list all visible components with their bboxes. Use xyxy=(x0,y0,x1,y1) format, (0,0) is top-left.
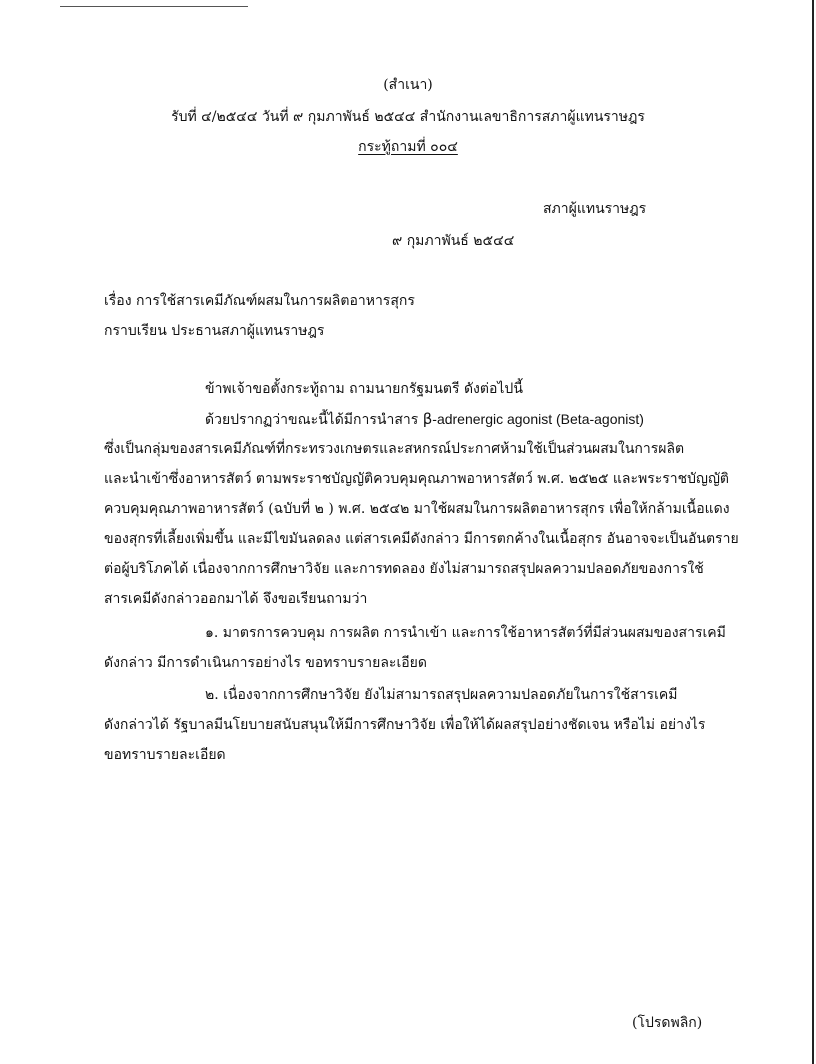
question-1-first-line: ๑. มาตรการควบคุม การผลิต การนำเข้า และการใช้อาหารสัตว์ที่มีส่วนผสมของสารเคมี xyxy=(205,625,726,641)
intro-line: ข้าพเจ้าขอตั้งกระทู้ถาม ถามนายกรัฐมนตรี ดังต่อไปนี้ xyxy=(205,381,523,397)
scan-edge-top xyxy=(60,6,248,7)
turn-over-note: (โปรดพลิก) xyxy=(632,1015,703,1031)
origin-office: สภาผู้แทนราษฎร xyxy=(543,201,647,217)
paragraph-line: สารเคมีดังกล่าวออกมาได้ จึงขอเรียนถามว่า xyxy=(104,591,368,607)
paragraph-line: ของสุกรที่เลี้ยงเพิ่มขึ้น และมีไขมันลดลง แต่สารเคมีดังกล่าว มีการตกค้างในเนื้อสุกร อันอาจจะเป็นอันตราย xyxy=(104,531,739,547)
salutation-line: กราบเรียน ประธานสภาผู้แทนราษฎร xyxy=(104,323,325,339)
origin-date: ๙ กุมภาพันธ์ ๒๕๔๔ xyxy=(392,233,515,249)
paragraph-lead-text: ด้วยปรากฏว่าขณะนี้ได้มีการนำสาร xyxy=(205,412,419,428)
question-number-wrap xyxy=(0,138,816,156)
beta-symbol: β xyxy=(422,410,433,428)
paragraph-line: ควบคุมคุณภาพอาหารสัตว์ (ฉบับที่ ๒ ) พ.ศ. ๒๕๔๒ มาใช้ผสมในการผลิตอาหารสุกร เพื่อให้กล้ามเนื้อแดง xyxy=(104,501,730,517)
copy-mark: (สำเนา) xyxy=(383,77,433,93)
paragraph-line: และนำเข้าซึ่งอาหารสัตว์ ตามพระราชบัญญัติควบคุมคุณภาพอาหารสัตว์ พ.ศ. ๒๕๒๕ และพระราชบัญญัติ xyxy=(104,471,729,487)
paragraph-lead-line xyxy=(205,410,644,429)
subject-line: เรื่อง การใช้สารเคมีภัณฑ์ผสมในการผลิตอาหารสุกร xyxy=(104,293,415,309)
question-2-first-line: ๒. เนื่องจากการศึกษาวิจัย ยังไม่สามารถสรุปผลความปลอดภัยในการใช้สารเคมี xyxy=(205,687,678,703)
received-line: รับที่ ๔/๒๕๔๔ วันที่ ๙ กุมภาพันธ์ ๒๕๔๔ สำนักงานเลขาธิการสภาผู้แทนราษฎร xyxy=(171,109,645,125)
question-number: กระทู้ถามที่ ๐๐๔ xyxy=(358,139,458,155)
paragraph-lead-tail: -adrenergic agonist (Beta-agonist) xyxy=(432,411,644,427)
paragraph-line: ต่อผู้บริโภคได้ เนื่องจากการศึกษาวิจัย และการทดลอง ยังไม่สามารถสรุปผลความปลอดภัยของการใช้ xyxy=(104,561,704,577)
question-1-second-line: ดังกล่าว มีการดำเนินการอย่างไร ขอทราบรายละเอียด xyxy=(104,655,427,671)
paragraph-line: ซึ่งเป็นกลุ่มของสารเคมีภัณฑ์ที่กระทรวงเกษตรและสหกรณ์ประกาศห้ามใช้เป็นส่วนผสมในการผลิต xyxy=(104,441,685,457)
question-2-third-line: ขอทราบรายละเอียด xyxy=(104,747,226,763)
question-2-second-line: ดังกล่าวได้ รัฐบาลมีนโยบายสนับสนุนให้มีการศึกษาวิจัย เพื่อให้ได้ผลสรุปอย่างชัดเจน หรือไม่ อย่างไร xyxy=(104,717,706,733)
scan-edge-right xyxy=(812,0,814,1064)
